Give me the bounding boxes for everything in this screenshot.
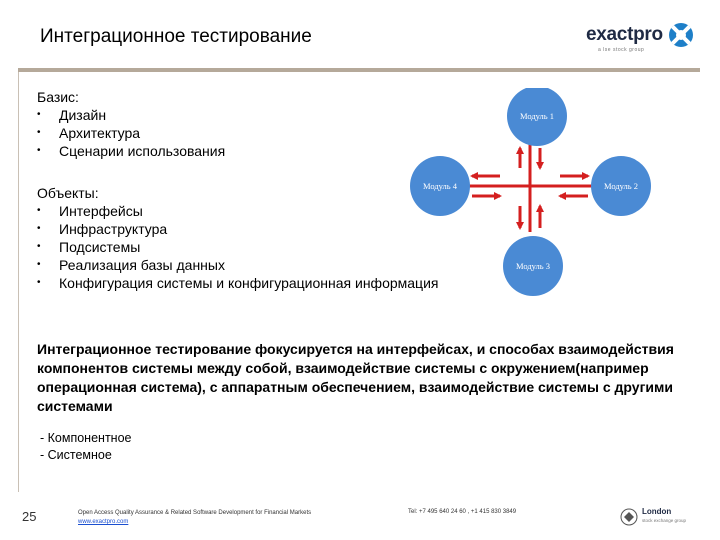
lse-wordmark: London: [642, 507, 672, 516]
basis-list: [37, 106, 225, 160]
module-1-label: Модуль 1: [519, 111, 555, 121]
header-divider: [18, 68, 700, 72]
page-number: 25: [22, 509, 37, 524]
logo-tagline: a lse stock group: [598, 47, 645, 53]
logo-wordmark: exactpro: [586, 24, 663, 45]
testing-types: [40, 430, 131, 464]
module-diagram: [400, 88, 670, 303]
list-item: • Дизайн: [37, 106, 225, 124]
exactpro-logo[interactable]: [586, 22, 696, 58]
module-2-label: Модуль 2: [603, 181, 639, 191]
basis-section: [37, 88, 225, 160]
list-item: • Подсистемы: [37, 238, 438, 256]
list-item: • Конфигурация системы и конфигурационная информация: [37, 274, 438, 292]
footer-contacts: Tel: +7 495 640 24 60 , +1 415 830 3849: [408, 509, 517, 515]
objects-list: [37, 202, 438, 292]
footer-website-link[interactable]: www.exactpro.com: [78, 519, 129, 525]
list-item: • Реализация базы данных: [37, 256, 438, 274]
footer-line: Open Access Quality Assurance & Related Software Development for Financial Markets: [78, 510, 312, 516]
basis-heading: Базис:: [37, 89, 79, 105]
type-item: - Системное: [40, 448, 112, 462]
list-item: • Инфраструктура: [37, 220, 438, 238]
objects-section: [37, 184, 438, 292]
page-title: Интеграционное тестирование: [40, 26, 312, 47]
footer-description: [78, 509, 311, 527]
module-4-label: Модуль 4: [422, 181, 458, 191]
left-divider: [18, 72, 19, 492]
list-item: • Интерфейсы: [37, 202, 438, 220]
objects-heading: Объекты:: [37, 185, 99, 201]
lse-logo: [620, 506, 710, 532]
focus-paragraph: Интеграционное тестирование фокусируется на интерфейсах, и способах взаимодействия компонентов системы между собой, взаимодействие системы с окружением(например операционная система), с аппаратным обеспечением, взаимодействие системы с другими системами: [37, 341, 674, 414]
list-item: • Сценарии использования: [37, 142, 225, 160]
list-item: • Архитектура: [37, 124, 225, 142]
exactpro-logo-icon: [668, 22, 694, 48]
lse-emblem-icon: [620, 508, 638, 526]
lse-subtitle: stock exchange group: [642, 518, 687, 523]
module-3-label: Модуль 3: [515, 261, 551, 271]
type-item: - Компонентное: [40, 431, 132, 445]
